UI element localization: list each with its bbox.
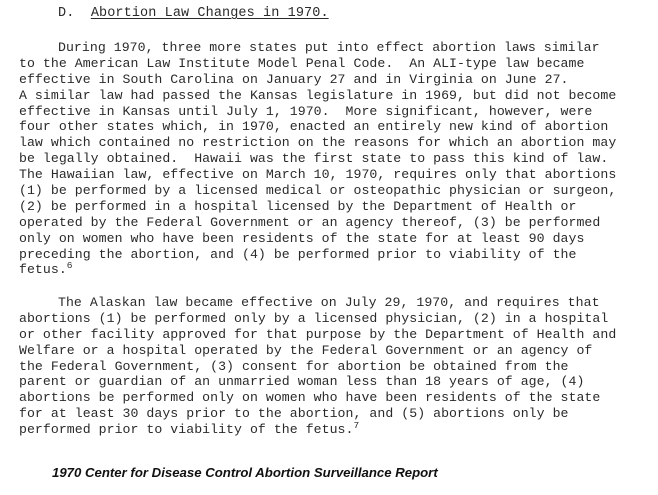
paragraph-hawaii: [19, 40, 655, 278]
footnote-marker: 6: [66, 260, 73, 272]
section-title: Abortion Law Changes in 1970.: [90, 6, 329, 21]
paragraph-line: law which contained no restriction on the reasons for which an abortion may: [19, 135, 617, 151]
paragraph-line: abortions (1) be performed only by a licensed physician, (2) in a hospital: [19, 310, 609, 326]
paragraph-line: During 1970, three more states put into effect abortion laws similar: [58, 40, 600, 55]
paragraph-line: preceding the abortion, and (4) be performed prior to viability of the: [19, 246, 577, 262]
paragraph-line: abortions be performed only on women who have been residents of the state: [19, 390, 601, 406]
paragraph-line: only on women who have been residents of the state for at least 90 days: [19, 230, 585, 246]
paragraph-line: Welfare or a hospital operated by the Federal Government or an agency of: [19, 342, 593, 358]
paragraph-line-last: [19, 262, 655, 278]
paragraph-line: four other states which, in 1970, enacted an entirely new kind of abortion: [19, 119, 609, 135]
paragraph-line-last: [19, 422, 655, 438]
paragraph-line: or other facility approved for that purpose by the Department of Health and: [19, 326, 617, 342]
paragraph-line: The Hawaiian law, effective on March 10, 1970, requires only that abortions: [19, 167, 617, 183]
paragraph-line: (2) be performed in a hospital licensed by the Department of Health or: [19, 198, 577, 214]
paragraph-line: A similar law had passed the Kansas legislature in 1969, but did not become: [19, 87, 617, 103]
paragraph-line-text: performed prior to viability of the fetus.: [19, 422, 354, 438]
paragraph-line: effective in South Carolina on January 27 and in Virginia on June 27.: [19, 71, 569, 87]
paragraph-line-text: fetus.: [19, 262, 67, 278]
paragraph-line: parent or guardian of an unmarried woman less than 18 years of age, (4): [19, 374, 585, 390]
paragraph-alaska: [19, 295, 655, 438]
footnote-marker: 7: [353, 420, 360, 432]
paragraph-line: to the American Law Institute Model Penal Code. An ALI-type law became: [19, 55, 585, 71]
paragraph-line: the Federal Government, (3) consent for abortion be obtained from the: [19, 358, 569, 374]
paragraph-line: The Alaskan law became effective on July 29, 1970, and requires that: [58, 295, 600, 310]
source-caption: 1970 Center for Disease Control Abortion Surveillance Report: [52, 465, 438, 480]
paragraph-line: (1) be performed by a licensed medical or osteopathic physician or surgeon,: [19, 183, 617, 199]
paragraph-line: for at least 30 days prior to the abortion, and (5) abortions only be: [19, 406, 569, 422]
paragraph-line: operated by the Federal Government or an agency thereof, (3) be performed: [19, 214, 601, 230]
paragraph-line: be legally obtained. Hawaii was the first state to pass this kind of law.: [19, 151, 609, 167]
paragraph-line: effective in Kansas until July 1, 1970. More significant, however, were: [19, 103, 593, 119]
section-heading: [58, 6, 329, 22]
section-letter: D.: [58, 6, 75, 21]
